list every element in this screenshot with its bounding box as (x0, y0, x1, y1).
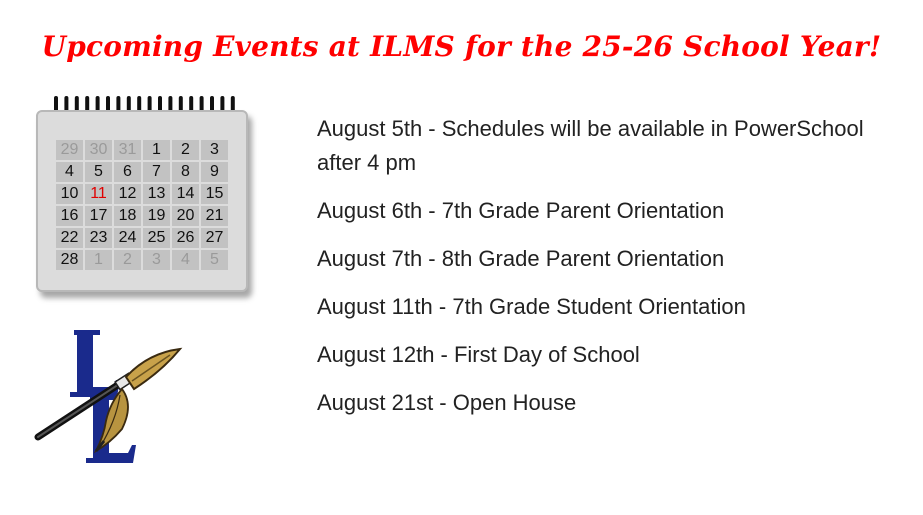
calendar-day: 26 (172, 228, 199, 248)
calendar-day: 16 (56, 206, 83, 226)
calendar-day: 2 (114, 250, 141, 270)
calendar-grid (56, 140, 228, 270)
calendar-day: 30 (85, 140, 112, 160)
calendar-day: 19 (143, 206, 170, 226)
calendar-day: 28 (56, 250, 83, 270)
calendar-day: 25 (143, 228, 170, 248)
calendar-day: 31 (114, 140, 141, 160)
page-title: Upcoming Events at ILMS for the 25-26 School Year! (41, 30, 882, 63)
calendar-day: 6 (114, 162, 141, 182)
calendar-day: 24 (114, 228, 141, 248)
calendar-day: 21 (201, 206, 228, 226)
event-item: August 21st - Open House (317, 390, 577, 415)
calendar-day: 8 (172, 162, 199, 182)
calendar-day: 11 (85, 184, 112, 204)
calendar-day: 3 (143, 250, 170, 270)
calendar-day: 17 (85, 206, 112, 226)
ll-spear-logo (30, 325, 190, 470)
event-item: August 5th - Schedules will be available in PowerSchool after 4 pm (317, 116, 864, 175)
calendar-day: 1 (143, 140, 170, 160)
events-list (317, 112, 877, 434)
calendar-day: 18 (114, 206, 141, 226)
calendar-day: 10 (56, 184, 83, 204)
calendar-day: 14 (172, 184, 199, 204)
calendar-day: 4 (56, 162, 83, 182)
calendar-day: 22 (56, 228, 83, 248)
calendar-day: 27 (201, 228, 228, 248)
calendar-page (36, 110, 248, 292)
calendar-day: 29 (56, 140, 83, 160)
calendar-day: 2 (172, 140, 199, 160)
event-item: August 12th - First Day of School (317, 342, 640, 367)
calendar-day: 13 (143, 184, 170, 204)
event-item: August 6th - 7th Grade Parent Orientation (317, 198, 725, 223)
calendar-day: 20 (172, 206, 199, 226)
event-item: August 7th - 8th Grade Parent Orientation (317, 246, 725, 271)
calendar-day: 5 (85, 162, 112, 182)
calendar-day: 5 (201, 250, 228, 270)
calendar-day: 23 (85, 228, 112, 248)
calendar-day: 15 (201, 184, 228, 204)
calendar-day: 3 (201, 140, 228, 160)
calendar-day: 12 (114, 184, 141, 204)
calendar-day: 7 (143, 162, 170, 182)
calendar-day: 4 (172, 250, 199, 270)
calendar-day: 9 (201, 162, 228, 182)
logo-spear-head (126, 349, 180, 389)
calendar-day: 1 (85, 250, 112, 270)
event-item: August 11th - 7th Grade Student Orientation (317, 294, 746, 319)
